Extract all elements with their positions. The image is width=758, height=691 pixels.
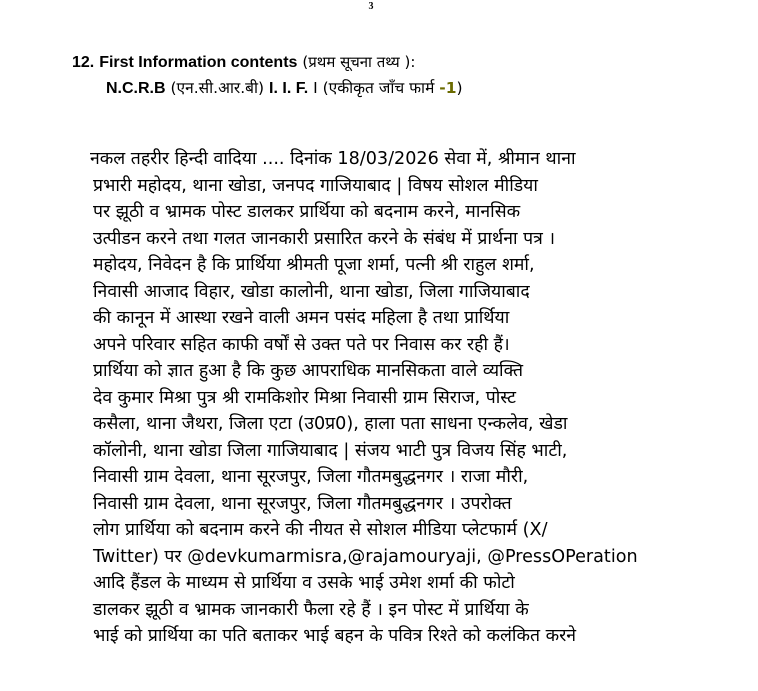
fir-text-line: निवासी ग्राम देवला, थाना सूरजपुर, जिला गौतमबुद्धनगर । उपरोक्त bbox=[93, 493, 512, 514]
fir-text-line: महोदय, निवेदन है कि प्रार्थिया श्रीमती पूजा शर्मा, पत्नी श्री राहुल शर्मा, bbox=[93, 255, 535, 275]
fir-text-line: पर झूठी व भ्रामक पोस्ट डालकर प्रार्थिया को बदनाम करने, मानसिक bbox=[93, 202, 521, 222]
fir-text-line: आदि हैंडल के माध्यम से प्रार्थिया व उसके भाई उमेश शर्मा की फोटो bbox=[93, 573, 515, 593]
fir-text-line: निवासी ग्राम देवला, थाना सूरजपुर, जिला गौतमबुद्धनगर । राजा मौरी, bbox=[93, 467, 529, 487]
iif-label: I. I. F. bbox=[269, 80, 309, 97]
fir-text-line: भाई को प्रार्थिया का पति बताकर भाई बहन के पवित्र रिश्ते को कलंकित करने bbox=[93, 626, 577, 646]
fir-text-line: देव कुमार मिश्रा पुत्र श्री रामकिशोर मिश्रा निवासी ग्राम सिराज, पोस्ट bbox=[93, 387, 517, 408]
fir-text-line: कॉलोनी, थाना खोडा जिला गाजियाबाद | संजय भाटी पुत्र विजय सिंह भाटी, bbox=[93, 440, 568, 461]
iif-form-number: -1 bbox=[439, 79, 457, 97]
section-title-hindi: (प्रथम सूचना तथ्य ): bbox=[302, 53, 416, 71]
section-title-english: First Information contents bbox=[99, 54, 298, 71]
fir-text-line: की कानून में आस्था रखने वाली अमन पसंद महिला है तथा प्रार्थिया bbox=[93, 308, 510, 328]
fir-text-line: प्रभारी महोदय, थाना खोडा, जनपद गाजियाबाद | विषय सोशल मीडिया bbox=[93, 175, 538, 196]
fir-text-line: लोग प्रार्थिया को बदनाम करने की नीयत से सोशल मीडिया प्लेटफार्म (X/ bbox=[93, 520, 548, 540]
iif-separator: I bbox=[313, 79, 318, 97]
ncrb-label: N.C.R.B bbox=[106, 80, 166, 97]
fir-text-line: निवासी आजाद विहार, खोडा कालोनी, थाना खोडा, जिला गाजियाबाद bbox=[93, 281, 530, 302]
ncrb-hindi: (एन.सी.आर.बी) bbox=[170, 79, 265, 97]
section-number: 12. bbox=[72, 54, 95, 71]
iif-hindi-open: (एकीकृत जाँच फार्म bbox=[322, 79, 440, 97]
fir-text-body bbox=[84, 146, 674, 650]
fir-text-line: अपने परिवार सहित काफी वर्षों से उक्त पते पर निवास कर रही हैं। bbox=[93, 334, 510, 355]
fir-text-line: प्रार्थिया को ज्ञात हुआ है कि कुछ आपराधिक मानसिकता वाले व्यक्ति bbox=[93, 361, 524, 381]
fir-text-line: उत्पीडन करने तथा गलत जानकारी प्रसारित करने के संबंध में प्रार्थना पत्र । bbox=[93, 228, 556, 249]
section-heading bbox=[72, 52, 415, 72]
fir-text-line: नकल तहरीर हिन्दी वादिया .... दिनांक 18/03/2026 सेवा में, श्रीमान थाना bbox=[90, 149, 576, 169]
fir-text-line: कसैला, थाना जैथरा, जिला एटा (उ0प्र0), हाला पता साधना एन्कलेव, खेडा bbox=[93, 414, 568, 434]
page-number: 3 bbox=[368, 1, 374, 12]
form-reference bbox=[106, 76, 463, 98]
fir-text-line: डालकर झूठी व भ्रामक जानकारी फैला रहे हैं । इन पोस्ट में प्रार्थिया के bbox=[93, 599, 529, 620]
fir-text-line: Twitter) पर @devkumarmisra,@rajamouryaji, @PressOPeration bbox=[93, 546, 638, 567]
iif-hindi-close: ) bbox=[456, 79, 463, 97]
